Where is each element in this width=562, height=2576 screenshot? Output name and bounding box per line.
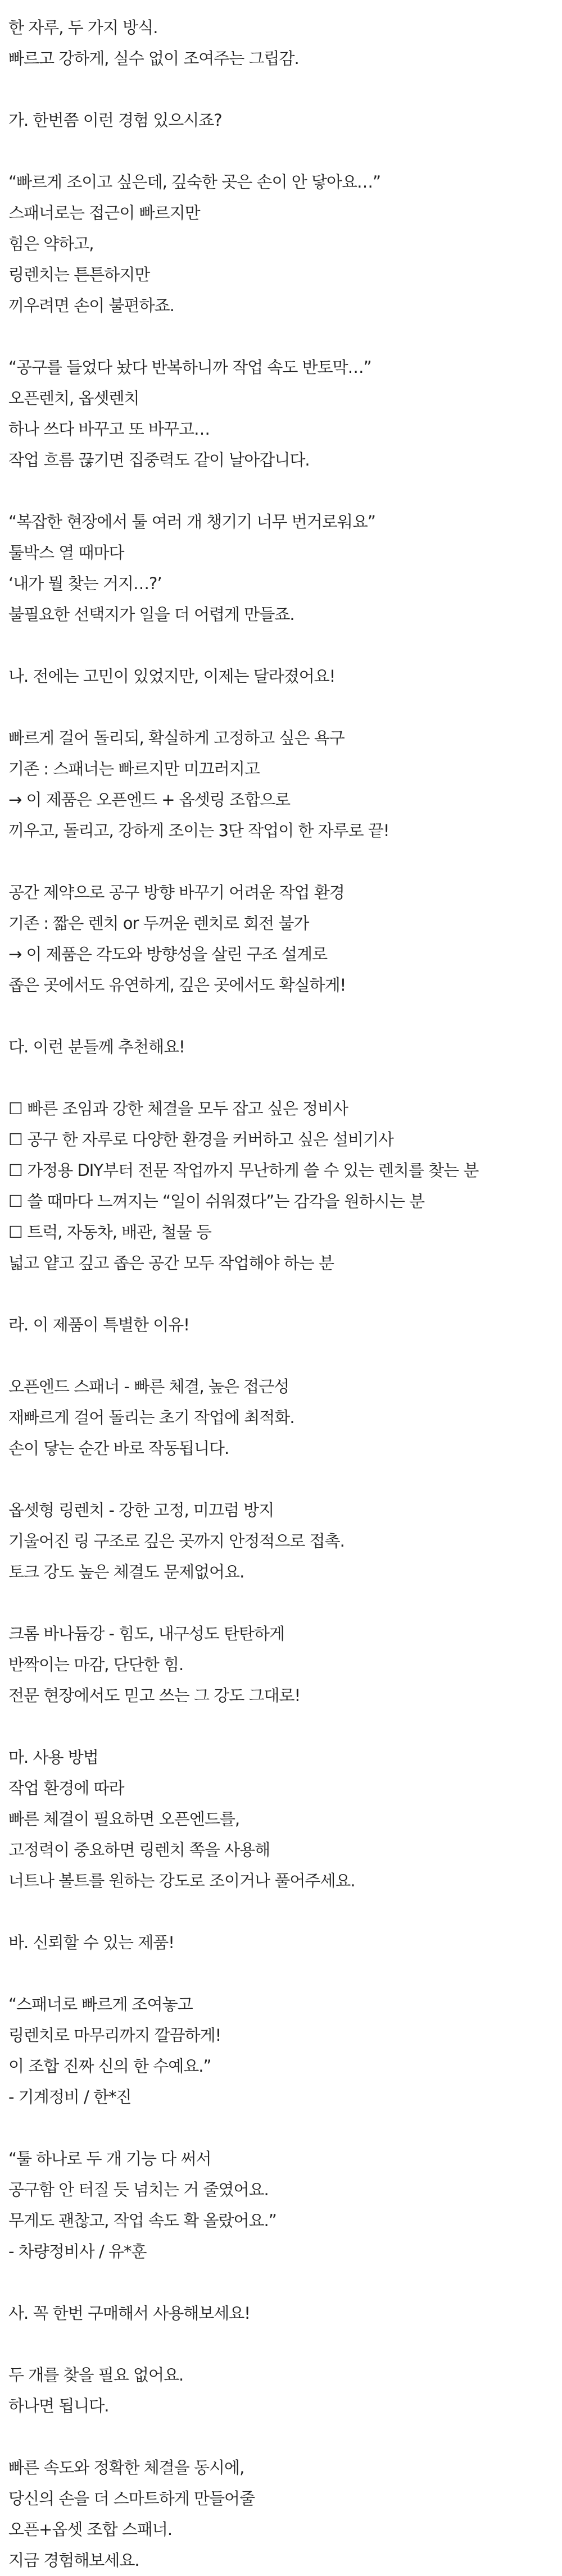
- text-line: 오픈렌치, 옵셋렌치: [8, 389, 139, 408]
- text-block: [8, 1093, 556, 1279]
- text-line: 링렌치로 마무리까지 깔끔하게!: [8, 2026, 221, 2045]
- paragraph-spacer: [8, 321, 556, 352]
- text-block: [8, 2452, 556, 2576]
- text-line: 빠르고 강하게, 실수 없이 조여주는 그립감.: [8, 49, 299, 68]
- text-block: [8, 2298, 556, 2329]
- text-block: [8, 1371, 556, 1464]
- paragraph-spacer: [8, 74, 556, 105]
- text-line: 오픈엔드 스패너 - 빠른 체결, 높은 접근성: [8, 1377, 289, 1396]
- text-line: 손이 닿는 순간 바로 작동됩니다.: [8, 1439, 229, 1458]
- text-block: [8, 661, 556, 692]
- text-line: - 기계정비 / 한*진: [8, 2087, 132, 2107]
- text-block: [8, 2144, 556, 2267]
- text-line: 힘은 약하고,: [8, 234, 94, 253]
- text-line: 기울어진 링 구조로 깊은 곳까지 안정적으로 접촉.: [8, 1531, 345, 1551]
- paragraph-spacer: [8, 2267, 556, 2298]
- text-line: 당신의 손을 더 스마트하게 만들어줄: [8, 2489, 255, 2508]
- paragraph-spacer: [8, 2329, 556, 2360]
- text-line: ☐ 빠른 조임과 강한 체결을 모두 잡고 싶은 정비사: [8, 1099, 348, 1118]
- text-line: 두 개를 찾을 필요 없어요.: [8, 2365, 184, 2384]
- text-line: 옵셋형 링렌치 - 강한 고정, 미끄럼 방지: [8, 1501, 274, 1520]
- paragraph-spacer: [8, 2422, 556, 2452]
- paragraph-spacer: [8, 1001, 556, 1032]
- paragraph-spacer: [8, 2113, 556, 2144]
- text-line: 크롬 바나듐강 - 힘도, 내구성도 탄탄하게: [8, 1624, 284, 1643]
- text-line: 고정력이 중요하면 링렌치 쪽을 사용해: [8, 1840, 270, 1859]
- text-block: [8, 1989, 556, 2113]
- text-line: ☐ 쓸 때마다 느껴지는 “일이 쉬워졌다”는 감각을 원하시는 분: [8, 1192, 425, 1211]
- text-line: 사. 꼭 한번 구매해서 사용해보세요!: [8, 2304, 250, 2323]
- text-block: [8, 167, 556, 321]
- text-block: [8, 1310, 556, 1341]
- text-line: 빠른 체결이 필요하면 오픈엔드를,: [8, 1809, 240, 1829]
- paragraph-spacer: [8, 1958, 556, 1989]
- text-line: ‘내가 뭘 찾는 거지…?’: [8, 574, 162, 593]
- text-line: 공구함 안 터질 듯 넘치는 거 줄였어요.: [8, 2180, 269, 2199]
- text-line: → 이 제품은 각도와 방향성을 살린 구조 설계로: [8, 945, 328, 964]
- text-block: [8, 1618, 556, 1711]
- text-line: 재빠르게 걸어 돌리는 초기 작업에 최적화.: [8, 1408, 294, 1427]
- text-line: 토크 강도 높은 체결도 문제없어요.: [8, 1562, 244, 1581]
- text-block: [8, 105, 556, 136]
- text-line: ☐ 가정용 DIY부터 전문 작업까지 무난하게 쓸 수 있는 렌치를 찾는 분: [8, 1161, 479, 1180]
- paragraph-spacer: [8, 1896, 556, 1927]
- text-line: “복잡한 현장에서 툴 여러 개 챙기기 너무 번거로워요”: [8, 512, 375, 531]
- text-block: [8, 1927, 556, 1958]
- text-block: [8, 723, 556, 846]
- text-line: 이 조합 진짜 신의 한 수예요.”: [8, 2057, 211, 2076]
- text-line: 하나면 됩니다.: [8, 2396, 109, 2415]
- text-line: 넓고 얕고 깊고 좁은 공간 모두 작업해야 하는 분: [8, 1253, 334, 1273]
- text-line: 기존 : 짧은 렌치 or 두꺼운 렌치로 회전 불가: [8, 914, 309, 933]
- text-line: 바. 신뢰할 수 있는 제품!: [8, 1933, 174, 1952]
- text-line: “빠르게 조이고 싶은데, 깊숙한 곳은 손이 안 닿아요…”: [8, 172, 381, 192]
- text-line: 끼우려면 손이 불편하죠.: [8, 296, 174, 315]
- paragraph-spacer: [8, 1341, 556, 1371]
- text-line: - 차량정비사 / 유*훈: [8, 2242, 147, 2261]
- text-block: [8, 1495, 556, 1588]
- paragraph-spacer: [8, 1279, 556, 1310]
- text-line: ☐ 공구 한 자루로 다양한 환경을 커버하고 싶은 설비기사: [8, 1130, 394, 1149]
- text-line: “스패너로 빠르게 조여놓고: [8, 1995, 193, 2014]
- text-line: 라. 이 제품이 특별한 이유!: [8, 1315, 189, 1334]
- text-block: [8, 1742, 556, 1896]
- text-line: 작업 환경에 따라: [8, 1779, 124, 1798]
- text-line: 전문 현장에서도 믿고 쓰는 그 강도 그대로!: [8, 1686, 301, 1705]
- text-line: 툴박스 열 때마다: [8, 543, 124, 562]
- text-line: 반짝이는 마감, 단단한 힘.: [8, 1655, 184, 1674]
- text-line: 빠르게 걸어 돌리되, 확실하게 고정하고 싶은 욕구: [8, 728, 345, 747]
- text-line: 마. 사용 방법: [8, 1748, 98, 1767]
- text-line: 다. 이런 분들께 추천해요!: [8, 1037, 185, 1056]
- paragraph-spacer: [8, 136, 556, 167]
- text-line: 무게도 괜찮고, 작업 속도 확 올랐어요.”: [8, 2211, 277, 2230]
- text-line: 작업 흐름 끊기면 집중력도 같이 날아갑니다.: [8, 450, 310, 469]
- text-line: 가. 한번쯤 이런 경험 있으시죠?: [8, 111, 222, 130]
- text-line: 너트나 볼트를 원하는 강도로 조이거나 풀어주세요.: [8, 1871, 355, 1890]
- text-line: “공구를 들었다 놨다 반복하니까 작업 속도 반토막…”: [8, 358, 371, 377]
- text-line: ☐ 트럭, 자동차, 배관, 철물 등: [8, 1223, 211, 1242]
- text-block: [8, 2360, 556, 2422]
- paragraph-spacer: [8, 846, 556, 877]
- paragraph-spacer: [8, 1588, 556, 1618]
- text-line: “툴 하나로 두 개 기능 다 써서: [8, 2149, 211, 2168]
- text-line: 한 자루, 두 가지 방식.: [8, 18, 158, 37]
- text-line: → 이 제품은 오픈엔드 + 옵셋링 조합으로: [8, 790, 291, 809]
- text-line: 빠른 속도와 정확한 체결을 동시에,: [8, 2458, 244, 2477]
- text-line: 스패너로는 접근이 빠르지만: [8, 203, 200, 222]
- paragraph-spacer: [8, 1063, 556, 1093]
- text-block: [8, 12, 556, 74]
- text-line: 불필요한 선택지가 일을 더 어렵게 만들죠.: [8, 605, 294, 624]
- text-line: 나. 전에는 고민이 있었지만, 이제는 달라졌어요!: [8, 667, 336, 686]
- paragraph-spacer: [8, 1464, 556, 1495]
- text-line: 오픈+옵셋 조합 스패너.: [8, 2520, 173, 2539]
- product-description-text: [8, 12, 556, 2576]
- text-block: [8, 1032, 556, 1063]
- text-line: 지금 경험해보세요.: [8, 2551, 139, 2570]
- paragraph-spacer: [8, 692, 556, 723]
- text-block: [8, 352, 556, 476]
- paragraph-spacer: [8, 630, 556, 661]
- text-block: [8, 877, 556, 1001]
- text-line: 공간 제약으로 공구 방향 바꾸기 어려운 작업 환경: [8, 883, 345, 902]
- text-line: 기존 : 스패너는 빠르지만 미끄러지고: [8, 759, 260, 778]
- text-line: 끼우고, 돌리고, 강하게 조이는 3단 작업이 한 자루로 끝!: [8, 821, 389, 840]
- text-line: 좁은 곳에서도 유연하게, 깊은 곳에서도 확실하게!: [8, 975, 346, 995]
- paragraph-spacer: [8, 1711, 556, 1742]
- text-line: 하나 쓰다 바꾸고 또 바꾸고…: [8, 420, 210, 439]
- text-block: [8, 507, 556, 630]
- text-line: 링렌치는 튼튼하지만: [8, 265, 150, 284]
- paragraph-spacer: [8, 476, 556, 507]
